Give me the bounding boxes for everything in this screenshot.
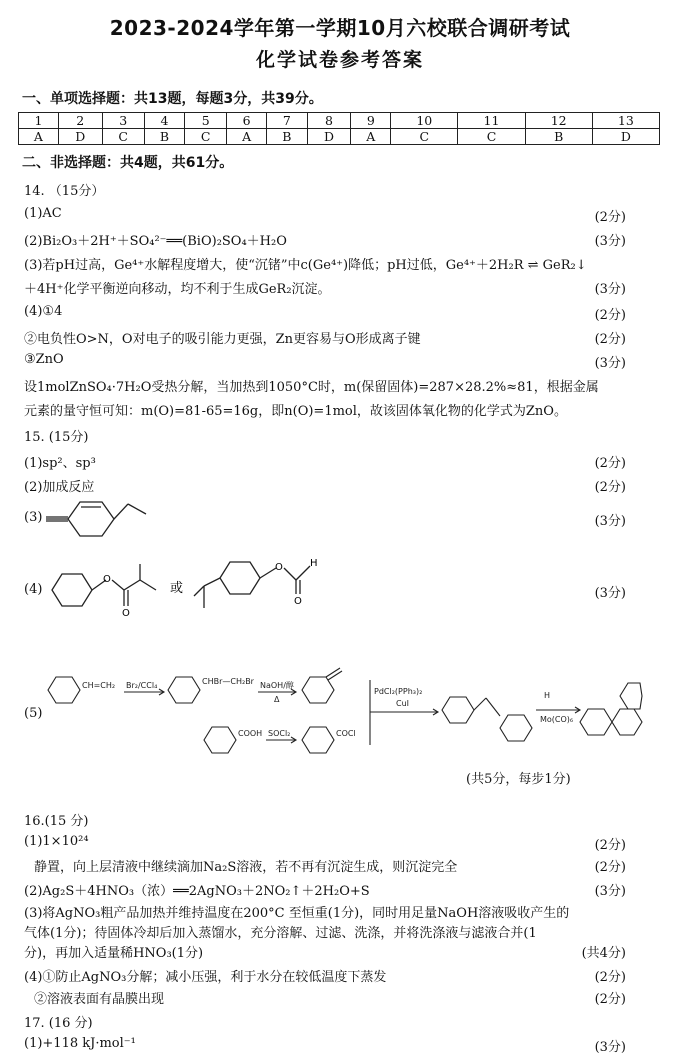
q17-answer-1: (1)+118 kJ·mol⁻¹ xyxy=(24,1036,136,1051)
question-number-cell: 3 xyxy=(102,113,144,129)
question-number-cell: 1 xyxy=(19,113,59,129)
q15-answer-2: (2)加成反应 xyxy=(24,480,95,495)
phenyl-ring-a xyxy=(52,574,92,606)
answer-cell: C xyxy=(185,129,227,145)
pd-catalyst: PdCl₂(PPh₃)₂ xyxy=(374,687,423,696)
q14-answer-5: ②电负性O>N，O对电子的吸引能力更强，Zn更容易与O形成离子键 xyxy=(24,332,421,347)
q16-points-1b: (2分) xyxy=(594,860,626,875)
question-number-cell: 13 xyxy=(592,113,659,129)
or-word: 或 xyxy=(170,581,184,596)
q14-points-3: (3分) xyxy=(594,282,626,297)
q15-answer-1: (1)sp²、sp³ xyxy=(24,456,96,471)
q14-answer-4: (4)①4 xyxy=(24,304,63,319)
q15-points-4: (3分) xyxy=(594,586,626,601)
q16-points-4b: (2分) xyxy=(594,992,626,1007)
formate-co-label: O xyxy=(294,596,302,607)
ynone-co xyxy=(474,698,486,710)
ynone-ring-1 xyxy=(442,697,474,723)
q16-points-1: (2分) xyxy=(594,838,626,853)
q15-answer-3-label: (3) xyxy=(24,510,43,525)
q14-points-2: (3分) xyxy=(594,234,626,249)
answer-cell: B xyxy=(144,129,184,145)
question-number-cell: 6 xyxy=(227,113,267,129)
q16-points-3: (共4分) xyxy=(581,946,626,961)
answer-cell: A xyxy=(227,129,267,145)
question-number-cell: 12 xyxy=(525,113,592,129)
answer-cell: C xyxy=(102,129,144,145)
answer-row xyxy=(19,129,660,145)
phenyl-ring-b xyxy=(220,562,260,594)
q14-answer-3b: ＋4H⁺化学平衡逆向移动，均不利于生成GeR₂沉淀。 xyxy=(24,282,331,297)
question-number-cell: 10 xyxy=(391,113,458,129)
dibromide-ring xyxy=(168,677,200,703)
answer-cell: D xyxy=(58,129,102,145)
q14-explanation-b: 元素的量守恒可知：m(O)=81-65=16g，即n(O)=1mol，故该固体氧化物的化学式为ZnO。 xyxy=(24,404,567,419)
q15-synthesis-route xyxy=(44,660,644,760)
acyl-chloride-ring xyxy=(302,727,334,753)
q14-answer-1: (1)AC xyxy=(24,206,62,221)
styrene-label: CH=CH₂ xyxy=(82,681,116,690)
q14-answer-2: (2)Bi₂O₃＋2H⁺＋SO₄²⁻══(BiO)₂SO₄＋H₂O xyxy=(24,234,287,249)
answer-cell: A xyxy=(19,129,59,145)
q14-points-4: (2分) xyxy=(594,308,626,323)
q16-answer-3b: 气体(1分)；待固体冷却后加入蒸馏水，充分溶解、过滤、洗涤，并将洗涤液与滤液合并(1 xyxy=(24,926,537,941)
q16-answer-2: (2)Ag₂S＋4HNO₃（浓）══2AgNO₃＋2NO₂↑＋2H₂O+S xyxy=(24,884,370,899)
answer-cell: A xyxy=(351,129,391,145)
question-number-cell: 11 xyxy=(458,113,525,129)
answer-cell: C xyxy=(391,129,458,145)
ethyl-bond-2 xyxy=(128,504,146,514)
mo-reagent: Mo(CO)₆ xyxy=(540,715,574,724)
socl2-reagent: SOCl₂ xyxy=(268,729,291,738)
answer-cell: D xyxy=(307,129,351,145)
q16-answer-1: (1)1×10²⁴ xyxy=(24,834,89,849)
isopropyl-3 xyxy=(204,578,220,586)
alkyne-line2 xyxy=(328,671,342,680)
question-number-cell: 7 xyxy=(267,113,307,129)
question-number-cell: 8 xyxy=(307,113,351,129)
dibromide-label: CHBr—CH₂Br xyxy=(202,677,254,686)
cui-catalyst: CuI xyxy=(396,699,410,708)
q15-points-3: (3分) xyxy=(594,514,626,529)
q15-points-2: (2分) xyxy=(594,480,626,495)
question-number-cell: 2 xyxy=(58,113,102,129)
formate-bond xyxy=(284,568,296,580)
section2-heading: 二、非选择题：共4题，共61分。 xyxy=(22,155,234,171)
ynone-triple xyxy=(486,698,500,716)
section1-heading: 一、单项选择题：共13题，每题3分，共39分。 xyxy=(22,91,323,107)
q14-heading: 14. （15分） xyxy=(24,184,105,199)
q14-points-6: (3分) xyxy=(594,356,626,371)
q14-explanation-a: 设1molZnSO₄·7H₂O受热分解，当加热到1050°C时，m(保留固体)=287×28.2%≈81，根据金属 xyxy=(24,380,599,395)
heat-symbol: Δ xyxy=(274,695,280,704)
o-bond-b xyxy=(260,568,276,578)
q14-answer-3a: (3)若pH过高，Ge⁴⁺水解程度增大，使“沉锗”中c(Ge⁴⁺)降低；pH过低，Ge⁴⁺＋2H₂R ⇌ GeR₂↓ xyxy=(24,258,587,273)
chain-a-1 xyxy=(124,580,140,590)
question-number-row xyxy=(19,113,660,129)
formate-h xyxy=(296,566,310,580)
br2-reagent: Br₂/CCl₄ xyxy=(126,681,158,690)
question-number-cell: 5 xyxy=(185,113,227,129)
q16-points-2: (3分) xyxy=(594,884,626,899)
answer-key-subtitle: 化学试卷参考答案 xyxy=(255,49,424,71)
answer-cell: D xyxy=(592,129,659,145)
benzoic-ring xyxy=(204,727,236,753)
answer-cell: B xyxy=(267,129,307,145)
chain-a-2 xyxy=(140,580,156,590)
terphenyl-ring-1 xyxy=(580,709,612,735)
answer-table xyxy=(18,112,660,145)
q14-points-1: (2分) xyxy=(594,210,626,225)
q15-structure-3 xyxy=(44,494,164,544)
q16-points-4: (2分) xyxy=(594,970,626,985)
question-number-cell: 4 xyxy=(144,113,184,129)
q16-answer-3c: 分)，再加入适量稀HNO₃(1分) xyxy=(24,946,204,961)
naoh-reagent: NaOH/醇 xyxy=(260,681,294,690)
q17-heading: 17. (16 分) xyxy=(24,1016,93,1031)
terphenyl-ring-3 xyxy=(620,683,642,709)
q16-heading: 16.(15 分) xyxy=(24,814,89,829)
question-number-cell: 9 xyxy=(351,113,391,129)
answer-cell: B xyxy=(525,129,592,145)
alkyne-ring xyxy=(302,677,334,703)
formate-o-label: O xyxy=(275,562,283,573)
cooh-label: COOH xyxy=(238,729,263,738)
q16-answer-1b: 静置，向上层清液中继续滴加Na₂S溶液，若不再有沉淀生成，则沉淀完全 xyxy=(34,860,458,875)
q14-points-5: (2分) xyxy=(594,332,626,347)
q15-answer-4-label: (4) xyxy=(24,582,43,597)
ethyl-bond-1 xyxy=(114,504,128,519)
styrene-ring xyxy=(48,677,80,703)
isopropyl-1 xyxy=(194,586,204,596)
carbonyl-o-label: O xyxy=(122,608,130,619)
ynone-ring-2 xyxy=(500,715,532,741)
q16-answer-3a: (3)将AgNO₃粗产品加热并维持温度在200°C 至恒重(1分)，同时用足量NaOH溶液吸收产生的 xyxy=(24,906,570,921)
formate-h-label: H xyxy=(310,558,318,569)
q15-scoring-note: (共5分，每步1分) xyxy=(466,772,571,787)
terphenyl-ring-2 xyxy=(612,709,642,735)
exam-title: 2023-2024学年第一学期10月六校联合调研考试 xyxy=(109,16,571,40)
q15-heading: 15. (15分) xyxy=(24,430,89,445)
q15-structure-4 xyxy=(44,548,374,628)
cocl-label: COCl xyxy=(336,729,356,738)
q14-answer-6: ③ZnO xyxy=(24,352,64,367)
q16-answer-4: (4)①防止AgNO₃分解；减小压强，利于水分在较低温度下蒸发 xyxy=(24,970,387,985)
q17-points-1: (3分) xyxy=(594,1040,626,1055)
answer-cell: C xyxy=(458,129,525,145)
ester-o-label: O xyxy=(103,574,111,585)
alkyne-line xyxy=(326,668,340,677)
q15-answer-5-label: (5) xyxy=(24,706,43,721)
ester-bond-a xyxy=(112,580,124,590)
amine-h-label: H xyxy=(544,691,551,700)
q16-answer-4b: ②溶液表面有晶膜出现 xyxy=(34,992,165,1007)
q15-points-1: (2分) xyxy=(594,456,626,471)
